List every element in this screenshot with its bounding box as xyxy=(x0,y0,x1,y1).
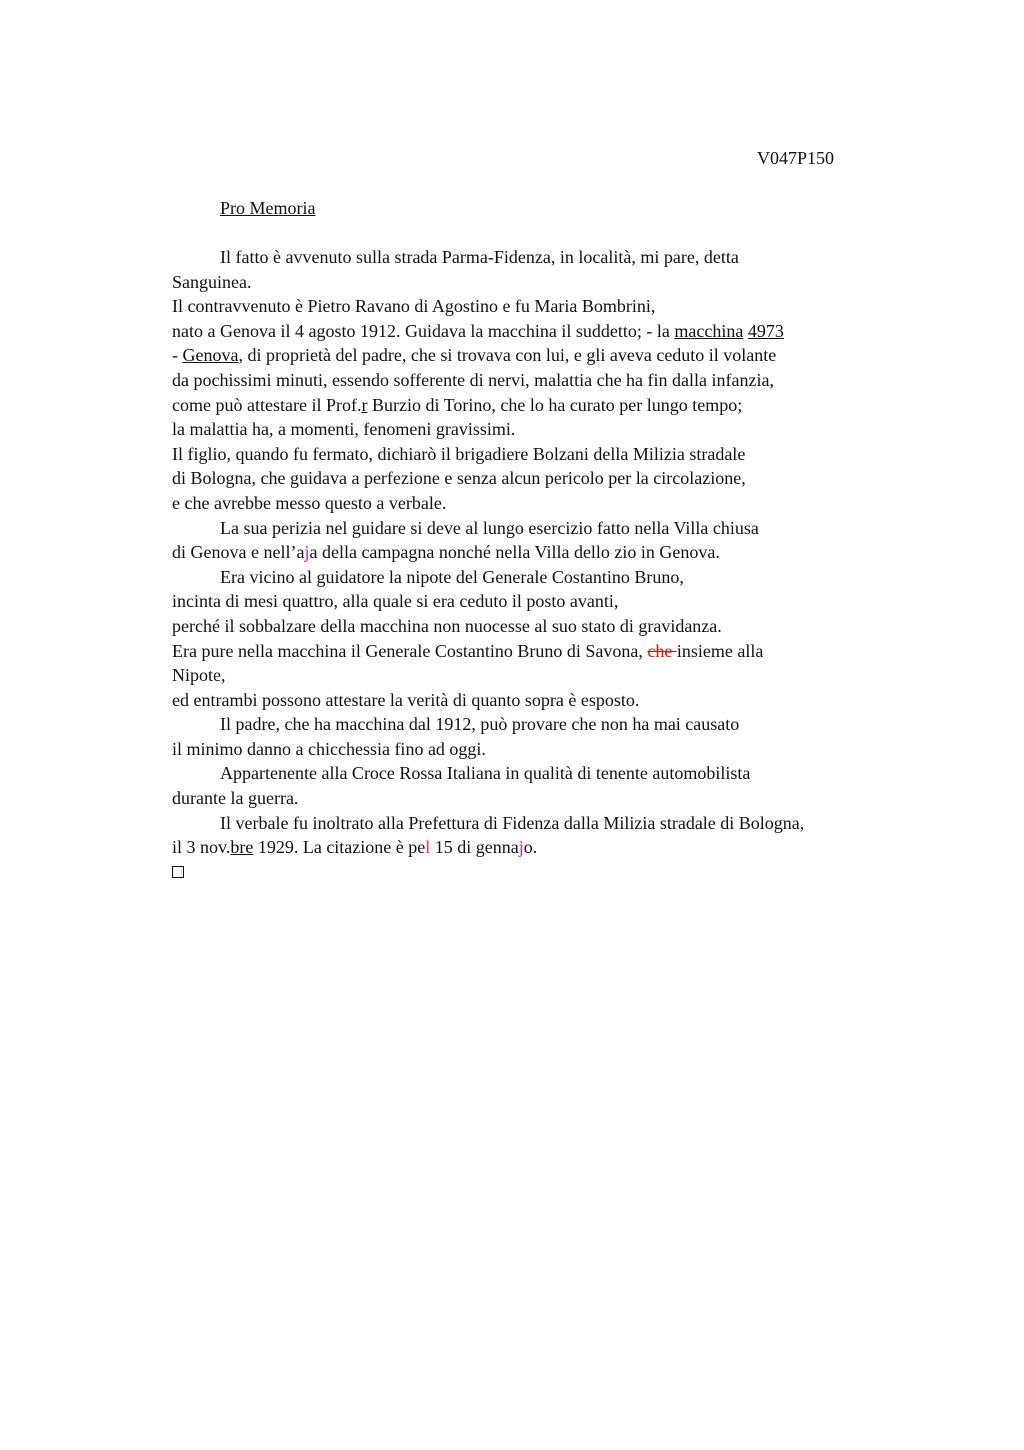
line-text: 15 di genna xyxy=(430,837,519,858)
line-text: Era vicino al guidatore la nipote del Generale Costantino Bruno, xyxy=(220,566,684,587)
text-line xyxy=(172,639,902,664)
text-line xyxy=(172,540,902,565)
box-icon xyxy=(172,866,184,878)
inserted-text: l xyxy=(425,837,431,858)
line-text: Il contravvenuto è Pietro Ravano di Agostino e fu Maria Bombrini, xyxy=(172,296,656,317)
line-text: Il padre, che ha macchina dal 1912, può provare che non ha mai causato xyxy=(220,714,740,735)
underlined-text: macchina xyxy=(674,320,744,341)
text-line xyxy=(172,737,902,762)
line-text: - xyxy=(172,345,183,366)
underlined-text: bre xyxy=(230,837,254,858)
line-text: Il figlio, quando fu fermato, dichiarò il brigadiere Bolzani della Milizia stradale xyxy=(172,443,746,464)
deleted-text: che xyxy=(647,640,677,661)
line-text: Burzio di Torino, che lo ha curato per lungo tempo; xyxy=(367,394,743,415)
line-text: 1929. La citazione è pe xyxy=(253,837,426,858)
text-line xyxy=(172,343,902,368)
text-line xyxy=(172,319,902,344)
text-line xyxy=(172,294,902,319)
line-text: Il fatto è avvenuto sulla strada Parma-Fidenza, in località, mi pare, detta xyxy=(220,247,739,267)
line-text: di Genova e nell’a xyxy=(172,542,305,563)
text-line xyxy=(172,663,902,688)
text-line xyxy=(172,466,902,491)
text-line xyxy=(172,393,902,418)
line-text: e che avrebbe messo questo a verbale. xyxy=(172,492,447,513)
document-body xyxy=(172,245,902,884)
text-line xyxy=(172,614,902,639)
line-text: , di proprietà del padre, che si trovava con lui, e gli aveva ceduto il volante xyxy=(238,345,777,366)
text-line xyxy=(172,442,902,467)
line-text: ed entrambi possono attestare la verità di quanto sopra è esposto. xyxy=(172,689,640,710)
line-text: insieme alla xyxy=(676,640,764,661)
line-text: o. xyxy=(523,837,538,858)
line-text: nato a Genova il 4 agosto 1912. Guidava la macchina il suddetto; - la xyxy=(172,320,675,341)
text-line xyxy=(172,589,902,614)
text-line xyxy=(172,516,902,541)
underlined-text: Genova xyxy=(182,345,239,366)
text-line xyxy=(172,860,902,885)
line-text: Sanguinea. xyxy=(172,271,252,292)
line-text: il minimo danno a chicchessia fino ad oggi. xyxy=(172,738,486,759)
text-line xyxy=(172,786,902,811)
inserted-text: j xyxy=(518,837,524,858)
inserted-text: j xyxy=(304,542,310,563)
text-line xyxy=(172,368,902,393)
line-text: perché il sobbalzare della macchina non nuocesse al suo stato di gravidanza. xyxy=(172,615,722,636)
text-line xyxy=(172,688,902,713)
text-line xyxy=(172,417,902,442)
line-text: La sua perizia nel guidare si deve al lungo esercizio fatto nella Villa chiusa xyxy=(220,517,759,538)
line-text: Appartenente alla Croce Rossa Italiana in qualità di tenente automobilista xyxy=(220,763,751,784)
line-text: Nipote, xyxy=(172,665,226,686)
line-text: Era pure nella macchina il Generale Costantino Bruno di Savona, xyxy=(172,640,648,661)
line-text: incinta di mesi quattro, alla quale si era ceduto il posto avanti, xyxy=(172,591,619,612)
line-text: come può attestare il Prof. xyxy=(172,394,362,415)
line-text: da pochissimi minuti, essendo sofferente di nervi, malattia che ha fin dalla infanzia, xyxy=(172,369,774,390)
line-text: la malattia ha, a momenti, fenomeni gravissimi. xyxy=(172,419,516,440)
text-line xyxy=(172,270,902,295)
line-text: Il verbale fu inoltrato alla Prefettura di Fidenza dalla Milizia stradale di Bologna, xyxy=(220,812,805,833)
line-text: durante la guerra. xyxy=(172,788,299,809)
page-id: V047P150 xyxy=(757,148,835,168)
underlined-text: 4973 xyxy=(747,320,784,341)
text-line xyxy=(172,835,902,860)
text-line xyxy=(172,761,902,786)
text-line xyxy=(172,811,902,836)
line-text: di Bologna, che guidava a perfezione e senza alcun pericolo per la circolazione, xyxy=(172,468,746,489)
line-text: a della campagna nonché nella Villa dello zio in Genova. xyxy=(309,542,720,563)
document-title: Pro Memoria xyxy=(220,198,316,218)
line-text: il 3 nov. xyxy=(172,837,231,858)
text-line xyxy=(172,712,902,737)
text-line xyxy=(172,565,902,590)
text-line xyxy=(172,491,902,516)
underlined-text: r xyxy=(361,394,368,415)
text-line xyxy=(172,245,902,270)
